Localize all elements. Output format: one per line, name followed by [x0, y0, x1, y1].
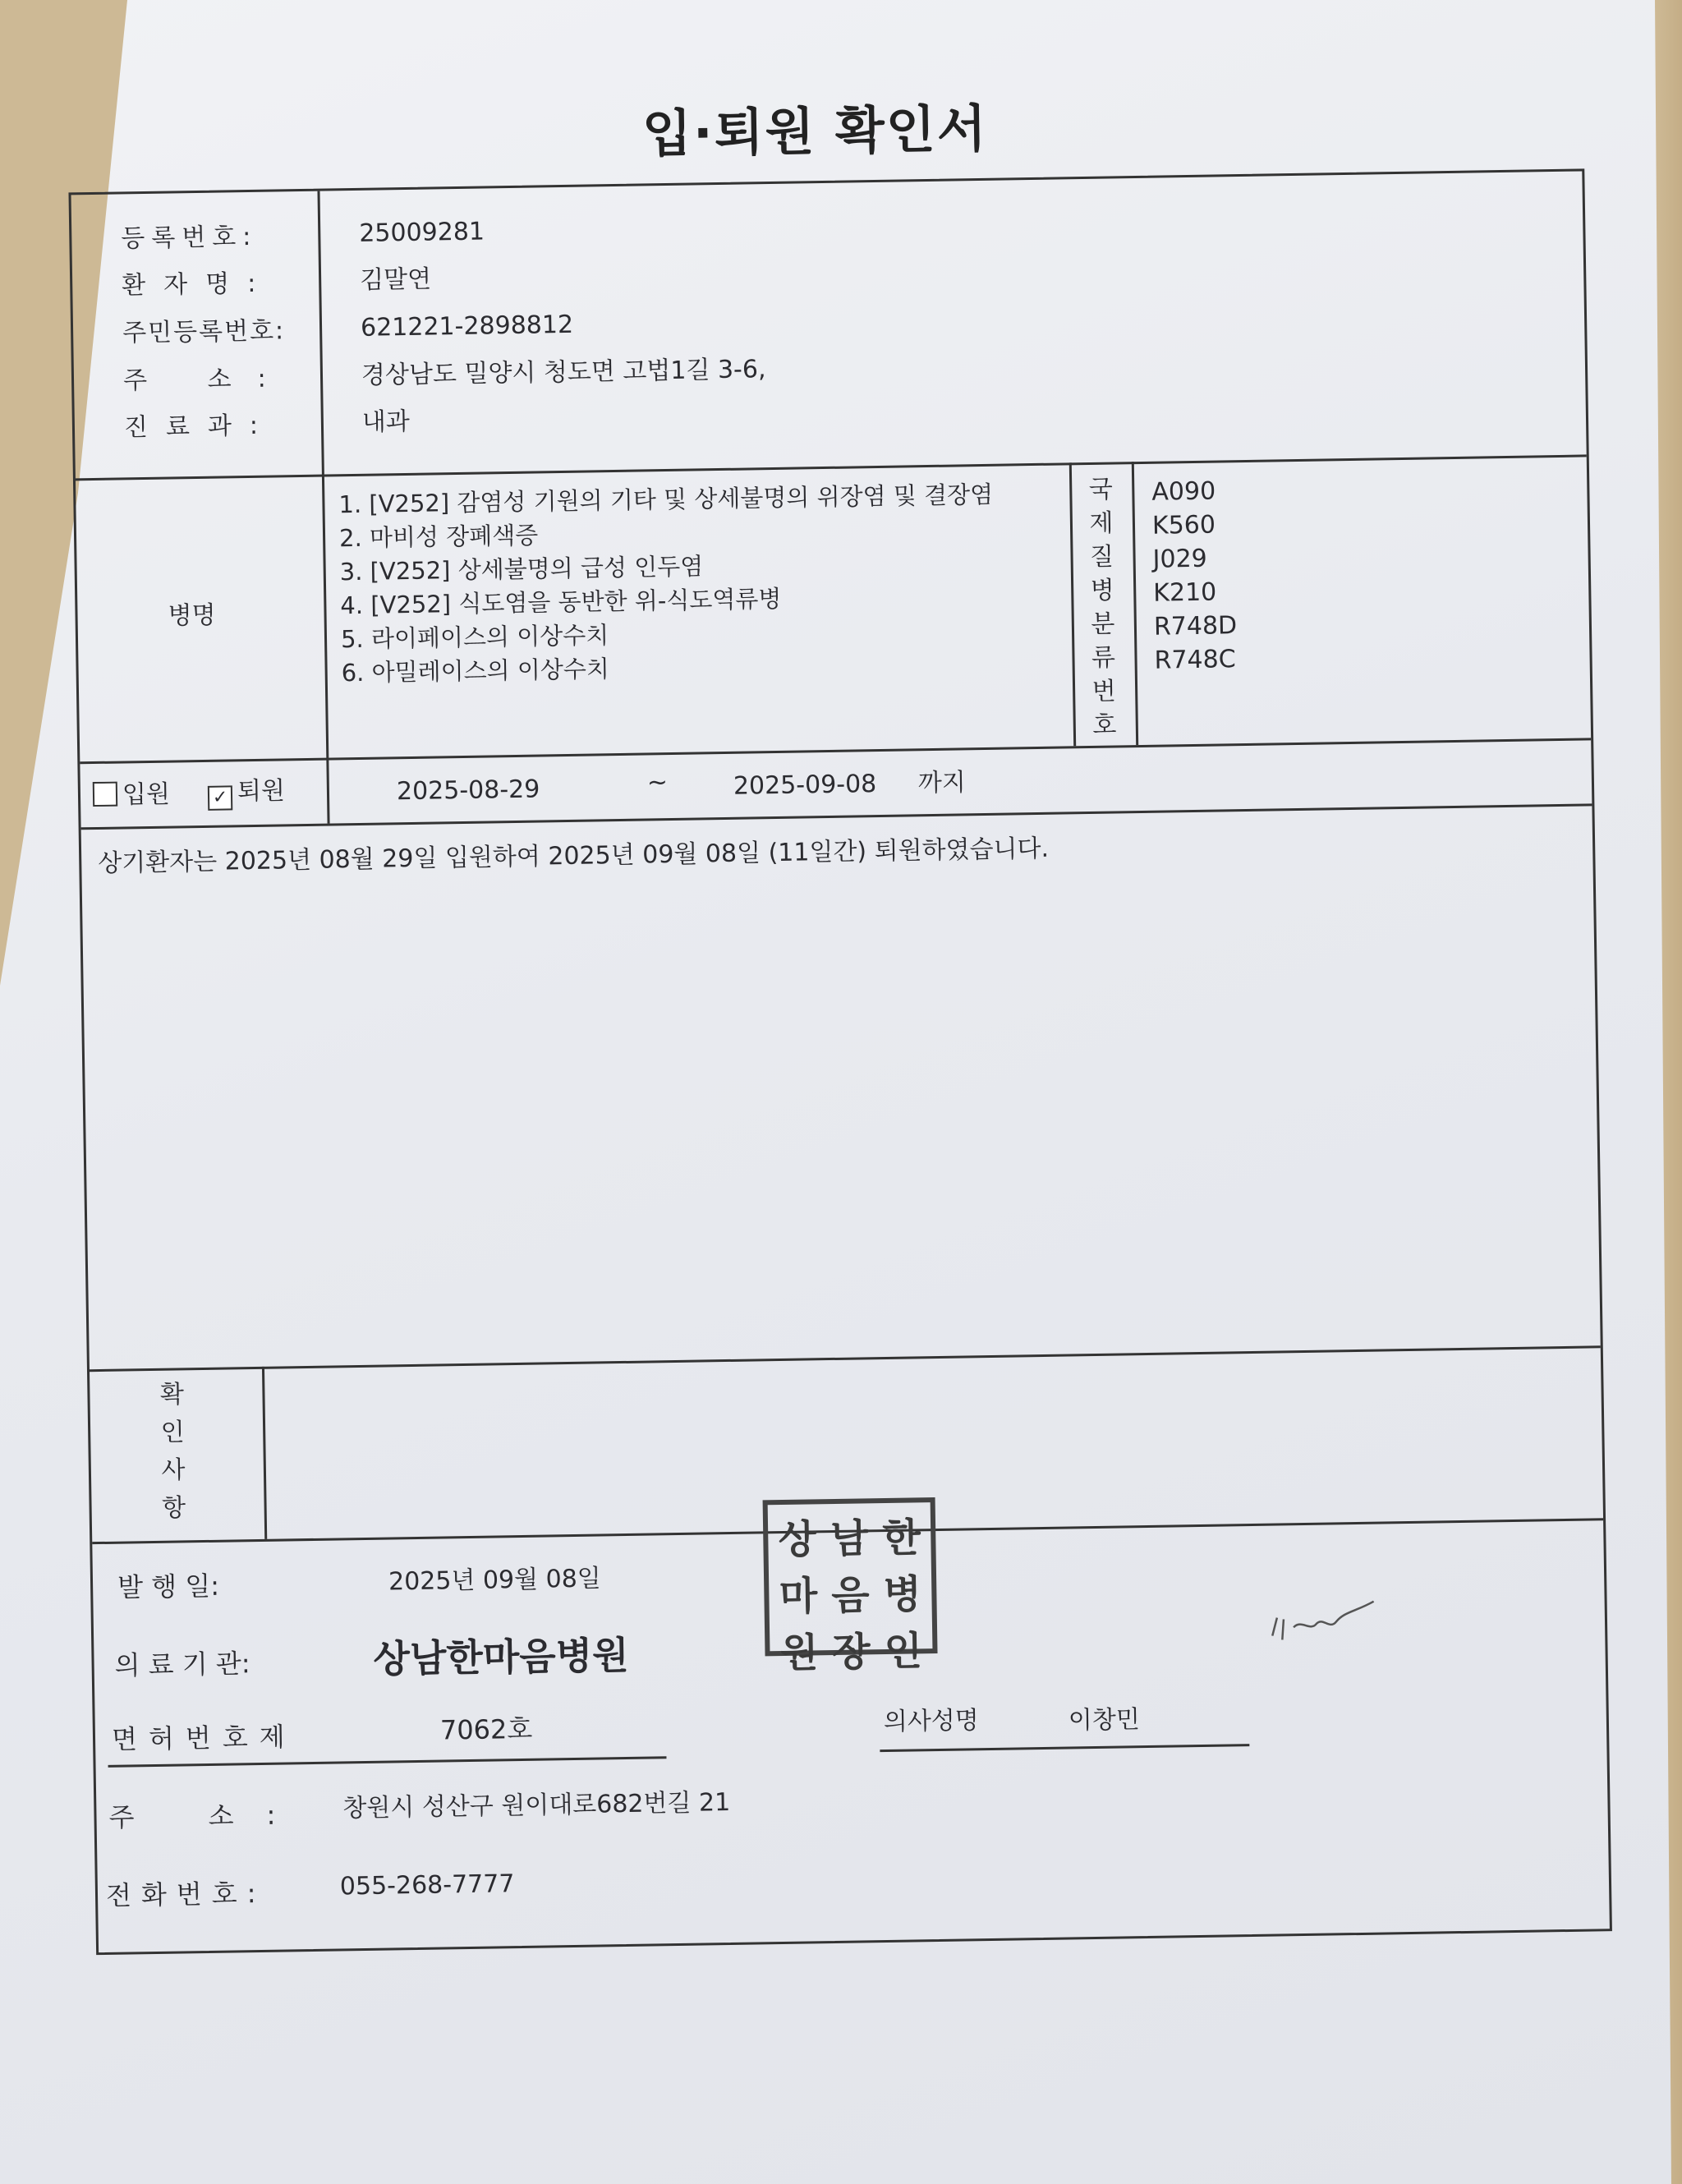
institution-name: 상남한마음병원	[373, 1632, 630, 1681]
institution-label: 의 료 기 관:	[114, 1648, 250, 1681]
diagnosis-item: 2. 마비성 장폐색증	[338, 521, 539, 553]
patient-name-label: 환자명:	[121, 269, 274, 301]
stay-from-date: 2025-08-29	[396, 775, 540, 807]
admit-label: 입원	[122, 779, 171, 810]
seal-character: 음	[830, 1572, 871, 1620]
seal-character: 마	[779, 1573, 818, 1621]
reg-no-label: 등록번호:	[121, 222, 258, 254]
divider	[1132, 462, 1138, 745]
diagnosis-item: 3. [V252] 상세불명의 급성 인두염	[339, 552, 704, 586]
disease-code: R748C	[1154, 645, 1236, 675]
issuer-address-value: 창원시 성산구 원이대로682번길 21	[342, 1788, 731, 1823]
dept-label: 진료과:	[123, 411, 277, 443]
divider	[80, 738, 1591, 764]
seal-character: 장	[831, 1629, 871, 1676]
discharge-label: 퇴원	[237, 776, 286, 807]
patient-address-label: 주 소:	[122, 364, 292, 396]
certificate-document	[34, 53, 1625, 2049]
diagnosis-list	[338, 478, 996, 690]
divider	[262, 1367, 267, 1539]
hospital-seal-stamp	[763, 1497, 938, 1677]
disease-code-label: 국 제 질 병 분 류 번 호	[1088, 475, 1117, 740]
phone-value: 055-268-7777	[339, 1869, 515, 1901]
patient-name-value: 김말연	[359, 264, 432, 295]
statement-text: 상기환자는 2025년 08월 29일 입원하여 2025년 09월 08일 (11일간) 퇴원하였습니다.	[98, 834, 1050, 878]
stay-tilde: ~	[646, 768, 669, 798]
diagnosis-item: 4. [V252] 식도염을 동반한 위-식도역류병	[340, 584, 782, 620]
doctor-name: 이창민	[1068, 1705, 1141, 1736]
divider	[76, 454, 1587, 480]
license-label: 면허번호제	[111, 1721, 296, 1755]
disease-code: R748D	[1153, 611, 1238, 641]
diagnosis-item: 6. 아밀레이스의 이상수치	[341, 655, 610, 687]
confirm-label: 확 인 사 항	[159, 1380, 186, 1523]
diagnosis-item: 5. 라이페이스의 이상수치	[340, 621, 609, 654]
divider	[322, 475, 330, 824]
seal-character: 남	[830, 1515, 869, 1563]
rrn-value: 621221-2898812	[360, 310, 574, 343]
stay-until: 까지	[917, 768, 967, 798]
disease-code-list	[1151, 474, 1238, 678]
seal-character: 인	[884, 1628, 923, 1676]
stay-to-date: 2025-09-08	[733, 770, 877, 801]
license-underline	[108, 1756, 667, 1768]
disease-code: A090	[1151, 476, 1216, 507]
seal-character: 상	[778, 1516, 817, 1564]
form-table	[68, 168, 1611, 1955]
seal-character: 원	[779, 1630, 819, 1677]
issue-date-value: 2025년 09월 08일	[388, 1564, 602, 1597]
divider	[317, 191, 324, 475]
admit-checkbox[interactable]	[93, 782, 117, 807]
seal-character: 한	[882, 1515, 921, 1562]
divider	[1069, 462, 1076, 746]
rrn-label: 주민등록번호:	[122, 316, 286, 348]
reg-no-value: 25009281	[359, 217, 485, 248]
patient-address-value: 경상남도 밀양시 청도면 고법1길 3-6,	[361, 355, 766, 390]
divider	[81, 803, 1592, 830]
diagnosis-label: 병명	[168, 600, 216, 631]
disease-code: J029	[1152, 544, 1208, 574]
issue-date-label: 발 행 일:	[117, 1570, 220, 1603]
issuer-address-label: 주 소:	[108, 1799, 309, 1833]
admit-option[interactable]	[93, 781, 170, 808]
discharge-checkbox[interactable]: ✓	[208, 785, 232, 810]
license-value: 7062호	[439, 1713, 533, 1746]
diagnosis-item: 1. [V252] 감염성 기원의 기타 및 상세불명의 위장염 및 결장염	[338, 480, 994, 519]
doctor-label: 의사성명	[883, 1706, 980, 1737]
document-title: 입·퇴원 확인서	[641, 98, 989, 164]
doctor-underline	[880, 1744, 1249, 1752]
dept-value: 내과	[361, 407, 411, 437]
seal-character: 병	[883, 1571, 922, 1619]
doctor-signature	[1265, 1593, 1381, 1653]
disease-code: K210	[1153, 577, 1217, 608]
discharge-option[interactable]	[208, 776, 286, 810]
divider	[90, 1345, 1601, 1372]
disease-code: K560	[1151, 510, 1216, 540]
phone-label: 전화번호:	[105, 1877, 266, 1911]
